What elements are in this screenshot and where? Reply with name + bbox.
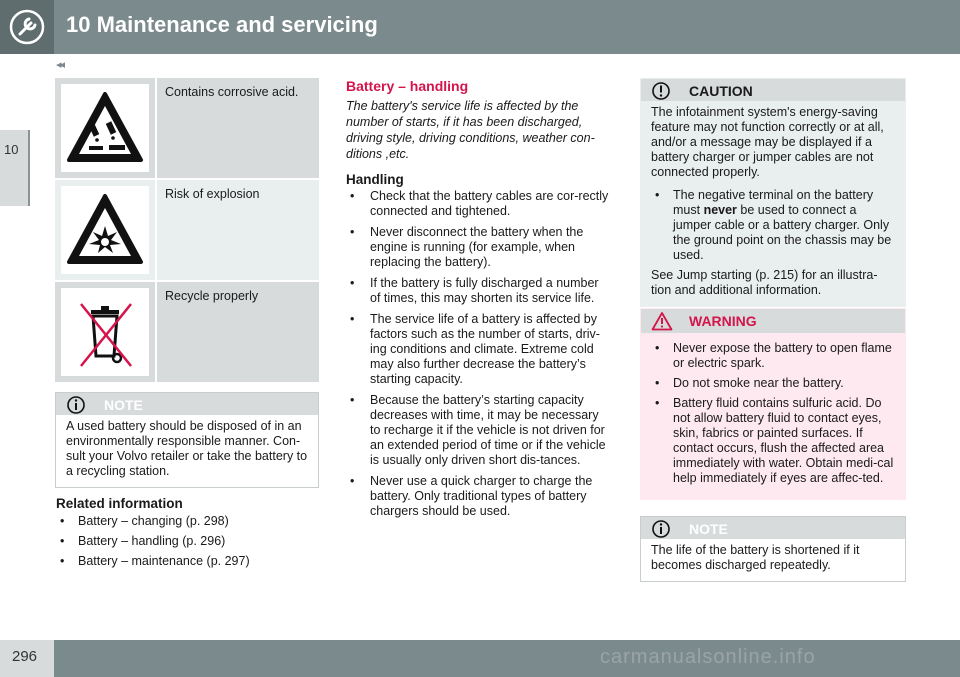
explosion-icon: [61, 186, 149, 274]
info-icon: [651, 519, 671, 539]
watermark: carmanualsonline.info: [600, 646, 816, 668]
recycle-icon: [61, 288, 149, 376]
warning-triangle-icon: [651, 311, 673, 331]
list-item: • If the battery is fully discharged a number of times, this may shorten its service life.: [346, 276, 612, 306]
related-link-battery-maintenance[interactable]: • Battery – maintenance (p. 297): [56, 554, 316, 569]
warning-label: WARNING: [689, 313, 757, 329]
related-link-battery-changing[interactable]: • Battery – changing (p. 298): [56, 514, 316, 529]
warning-box: [640, 308, 906, 500]
symbol-description: Contains corrosive acid.: [165, 85, 299, 99]
symbol-row: [55, 180, 319, 282]
chapter-tab-label: 10: [4, 142, 19, 157]
page-number: 296: [12, 648, 38, 665]
list-item: • Never disconnect the battery when the engine is running (for example, when replacing the battery).: [346, 225, 612, 270]
battery-handling-section: [346, 78, 612, 525]
list-item: • Check that the battery cables are cor-rectly connected and tightened.: [346, 189, 612, 219]
chapter-title: 10 Maintenance and servicing: [66, 12, 378, 37]
list-item: • Because the battery’s starting capacity decreases with time, it may be necessary to recharge it if the vehicle is not driven for an extended period of time or if the vehicle is usually only driven short dis-tances.: [346, 393, 612, 468]
note-label: NOTE: [104, 397, 143, 413]
page-header: [0, 0, 960, 54]
list-item: • Never expose the battery to open flame or electric spark.: [651, 341, 895, 371]
symbol-table: [55, 78, 319, 384]
list-item: • The negative terminal on the battery must never be used to connect a jumper cable or a battery charger. Only the ground point on the chassis may be used.: [651, 188, 895, 263]
chapter-tab[interactable]: [0, 130, 30, 206]
symbol-description: Risk of explosion: [165, 187, 260, 201]
corrosive-acid-icon: [61, 84, 149, 172]
section-intro: The battery's service life is affected by the number of starts, if it has been discharged, driving style, driving conditions, weather con-ditions ,etc.: [346, 99, 595, 161]
caution-list: [651, 188, 895, 263]
caution-icon: [651, 81, 671, 101]
list-item: • Never use a quick charger to charge the battery. Only traditional types of battery chargers should be used.: [346, 474, 612, 519]
note-text: The life of the battery is shortened if it becomes discharged repeatedly.: [641, 539, 905, 581]
related-list: [56, 514, 316, 574]
handling-heading: Handling: [346, 172, 404, 187]
symbol-row: [55, 78, 319, 180]
list-item: • Battery fluid contains sulfuric acid. Do not allow battery fluid to contact eyes, skin, fabrics or painted surfaces. If contact occurs, flush the affected area immediately with water. Obtain medi-cal help immediately if eyes are affec-ted.: [651, 396, 895, 486]
symbol-row: [55, 282, 319, 384]
caution-text: The infotainment system's energy-saving feature may not function correctly or at all, and/or a message may be displayed if a battery charger or jumper cables are not connected properly.: [651, 105, 884, 179]
page-footer: [0, 640, 960, 677]
note-box: [55, 392, 319, 488]
caution-reference: See Jump starting (p. 215) for an illustra-tion and additional information.: [651, 268, 878, 297]
related-heading: Related information: [56, 496, 183, 511]
section-title: Battery – handling: [346, 78, 469, 94]
maintenance-section-icon: [0, 0, 54, 54]
continued-marker: ◂◂: [56, 59, 64, 71]
note-label: NOTE: [689, 521, 728, 537]
list-item: • The service life of a battery is affected by factors such as the number of starts, driv-ing conditions and climate. Extreme cold may also further decrease the battery’s starting capacity.: [346, 312, 612, 387]
caution-box: [640, 78, 906, 307]
info-icon: [66, 395, 86, 415]
caution-label: CAUTION: [689, 83, 753, 99]
warning-list: [651, 341, 895, 486]
note-box: [640, 516, 906, 582]
handling-list: [346, 189, 612, 519]
note-text: A used battery should be disposed of in an environmentally responsible manner. Con-sult your Volvo retailer or take the battery to a recycling station.: [56, 415, 318, 487]
symbol-description: Recycle properly: [165, 289, 259, 303]
list-item: • Do not smoke near the battery.: [651, 376, 895, 391]
related-link-battery-handling[interactable]: • Battery – handling (p. 296): [56, 534, 316, 549]
